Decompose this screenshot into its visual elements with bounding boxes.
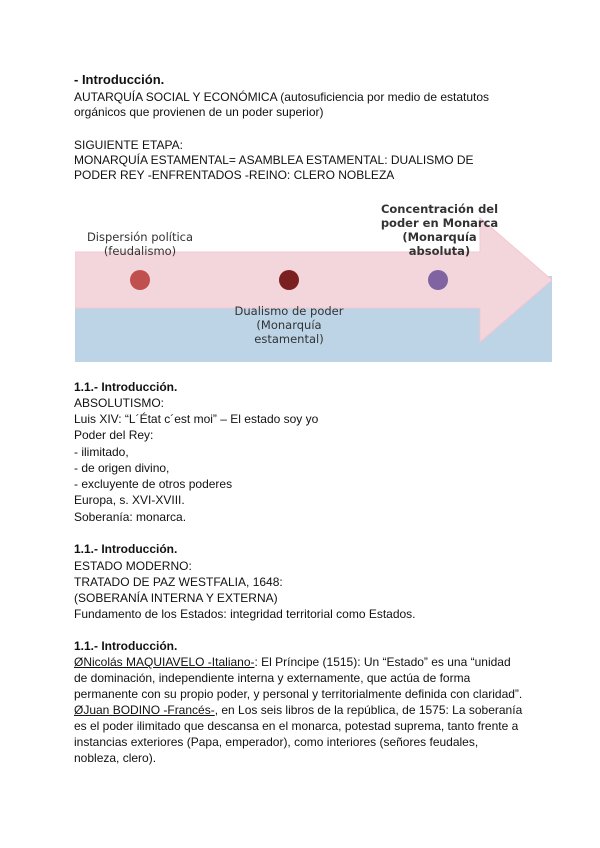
section-line: Fundamento de los Estados: integridad territorial como Estados. — [74, 607, 416, 621]
label-estate-monarchy: Dualismo de poder (Monarquía estamental) — [234, 304, 344, 346]
monarchy-line: MONARQUÍA ESTAMENTAL= ASAMBLEA ESTAMENTAL: DUALISMO DE — [74, 153, 474, 167]
section-line: - de origen divino, — [74, 461, 170, 475]
intro-line: orgánicos que provienen de un poder superior) — [74, 105, 324, 119]
section-heading: 1.1.- Introducción. — [74, 380, 178, 394]
machiavelli-name: ØNicolás MAQUIAVELO -Italiano- — [74, 655, 255, 669]
section-line: ABSOLUTISMO: — [74, 396, 165, 410]
section-line: TRATADO DE PAZ WESTFALIA, 1648: — [74, 575, 283, 589]
bodin-line: ØJuan BODINO -Francés-, en Los seis libros de la república, de 1575: La soberanía — [74, 703, 523, 717]
section-line: (SOBERANÍA INTERNA Y EXTERNA) — [74, 591, 278, 605]
intro-line: AUTARQUÍA SOCIAL Y ECONÓMICA (autosuficiencia por medio de estatutos — [74, 90, 490, 104]
dot-feudalism — [130, 270, 150, 290]
section-line: ESTADO MODERNO: — [74, 559, 192, 573]
section-line: - ilimitado, — [74, 445, 129, 459]
section-line: Europa, s. XVI-XVIII. — [74, 493, 185, 507]
section-line: de dominación, independiente interna y externamente, que actúa de forma — [74, 671, 471, 685]
label-feudalism: Dispersión política (feudalismo) — [86, 230, 194, 258]
section-line: es el poder ilimitado que descansa en el monarca, potestad suprema, tanto frente a — [74, 719, 519, 733]
machiavelli-line: ØNicolás MAQUIAVELO -Italiano-: El Príncipe (1515): Un “Estado” es una “unidad — [74, 655, 511, 669]
section-line: Soberanía: monarca. — [74, 510, 187, 524]
section-line: Poder del Rey: — [74, 428, 154, 442]
section-heading: 1.1.- Introducción. — [74, 639, 178, 653]
label-absolute-monarchy: Concentración del poder en Monarca (Monarquía absoluta) — [380, 202, 499, 258]
monarchy-line: PODER REY -ENFRENTADOS -REINO: CLERO NOBLEZA — [74, 168, 395, 182]
section-line: permanente con su propio poder, y personal y territorialmente definida con claridad”. — [74, 687, 523, 701]
section-line: Luis XIV: “L´État c´est moi” – El estado soy yo — [74, 412, 319, 426]
intro-heading: - Introducción. — [74, 72, 165, 87]
process-diagram — [75, 190, 552, 362]
dot-estate-monarchy — [279, 270, 299, 290]
section-line: nobleza, clero). — [74, 751, 157, 765]
dot-absolute-monarchy — [428, 270, 448, 290]
bodin-name: ØJuan BODINO -Francés- — [74, 703, 215, 717]
section-line: instancias exteriores (Papa, emperador), como interiores (señores feudales, — [74, 735, 479, 749]
section-line: - excluyente de otros poderes — [74, 477, 233, 491]
next-stage: SIGUIENTE ETAPA: — [74, 138, 183, 152]
section-heading: 1.1.- Introducción. — [74, 542, 178, 556]
